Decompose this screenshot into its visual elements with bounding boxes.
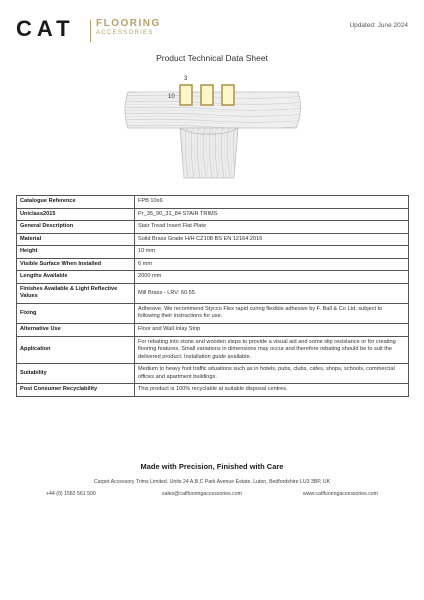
spec-key: Alternative Use: [17, 324, 135, 337]
brand-logo: CAT: [16, 16, 75, 41]
spec-key: Application: [17, 336, 135, 364]
table-row: [17, 246, 409, 259]
spec-value: Floor and Wall Inlay Strip: [135, 324, 409, 337]
spec-value: 10 mm: [135, 246, 409, 259]
table-row: [17, 384, 409, 397]
brand-subtitle-accessories: ACCESSORIES: [96, 30, 154, 36]
table-row: [17, 271, 409, 284]
spec-key: Height: [17, 246, 135, 259]
spec-value: Stair Tread Insert Flat Plate: [135, 221, 409, 234]
table-row: [17, 208, 409, 221]
dimension-width-label: 3: [184, 76, 188, 82]
spec-value: 6 mm: [135, 258, 409, 271]
footer-phone: +44 (0) 1582 561 500: [46, 491, 96, 497]
table-row: [17, 196, 409, 209]
footer-email[interactable]: sales@catflooringaccessories.com: [162, 491, 242, 497]
table-row: [17, 324, 409, 337]
table-row: [17, 221, 409, 234]
page-header: [16, 14, 408, 44]
spec-key: Fixing: [17, 303, 135, 323]
table-row: [17, 233, 409, 246]
spec-key: Lengths Available: [17, 271, 135, 284]
spec-key: Catalogue Reference: [17, 196, 135, 209]
spec-value: This product is 100% recyclable at suitable disposal centres.: [135, 384, 409, 397]
footer-tagline: Made with Precision, Finished with Care: [140, 462, 284, 471]
dimension-height-label: 10: [168, 94, 175, 100]
table-row: [17, 258, 409, 271]
spec-value: Adhesive. We recommend Stycco Flex rapid curing flexible adhesive by F. Ball & Co Ltd. subject to following their instructions for use.: [135, 303, 409, 323]
spec-key: Visible Surface When Installed: [17, 258, 135, 271]
updated-date: Updated: June 2024: [349, 22, 408, 29]
spec-value: Medium to heavy foot traffic situations such as in hotels, pubs, clubs, cafes, shops, schools, commercial offices and apartment buildings.: [135, 364, 409, 384]
spec-value: Solid Brass Grade H/H CZ108 BS EN 12164:2016: [135, 233, 409, 246]
brass-insert-strips: [180, 85, 234, 105]
table-row: [17, 303, 409, 323]
spec-value: 2000 mm: [135, 271, 409, 284]
table-row: [17, 283, 409, 303]
spec-key: General Description: [17, 221, 135, 234]
spec-key: Uniclass2015: [17, 208, 135, 221]
footer-website[interactable]: www.catflooringaccessories.com: [303, 491, 378, 497]
spec-key: Finishes Available & Light Reflective Values: [17, 283, 135, 303]
product-illustration: [118, 70, 308, 180]
brand-subtitle-flooring: FLOORING: [96, 18, 161, 29]
spec-value: Pr_35_90_31_84 STAIR TRIMS: [135, 208, 409, 221]
spec-value: For rebating into stone and wooden steps to provide a visual aid and some slip resistance or for creating flooring features. Small variations in dimensions may occur and therefore rebating should be to suit the delivered product. Installation guide available.: [135, 336, 409, 364]
footer-address: Carpet Accessory Trims Limited. Units 24 A,B,C Park Avenue Estate, Luton, Bedfordshire LU3 3BP, UK: [93, 479, 331, 485]
table-row: [17, 336, 409, 364]
spec-key: Post Consumer Recyclability: [17, 384, 135, 397]
spec-key: Material: [17, 233, 135, 246]
spec-value: Mill Brass - LRV: 60.55: [135, 283, 409, 303]
logo-divider: [90, 20, 91, 42]
spec-value: FPB 10x6: [135, 196, 409, 209]
page-title: Product Technical Data Sheet: [156, 53, 268, 63]
spec-table: [16, 195, 409, 397]
spec-key: Suitability: [17, 364, 135, 384]
table-row: [17, 364, 409, 384]
